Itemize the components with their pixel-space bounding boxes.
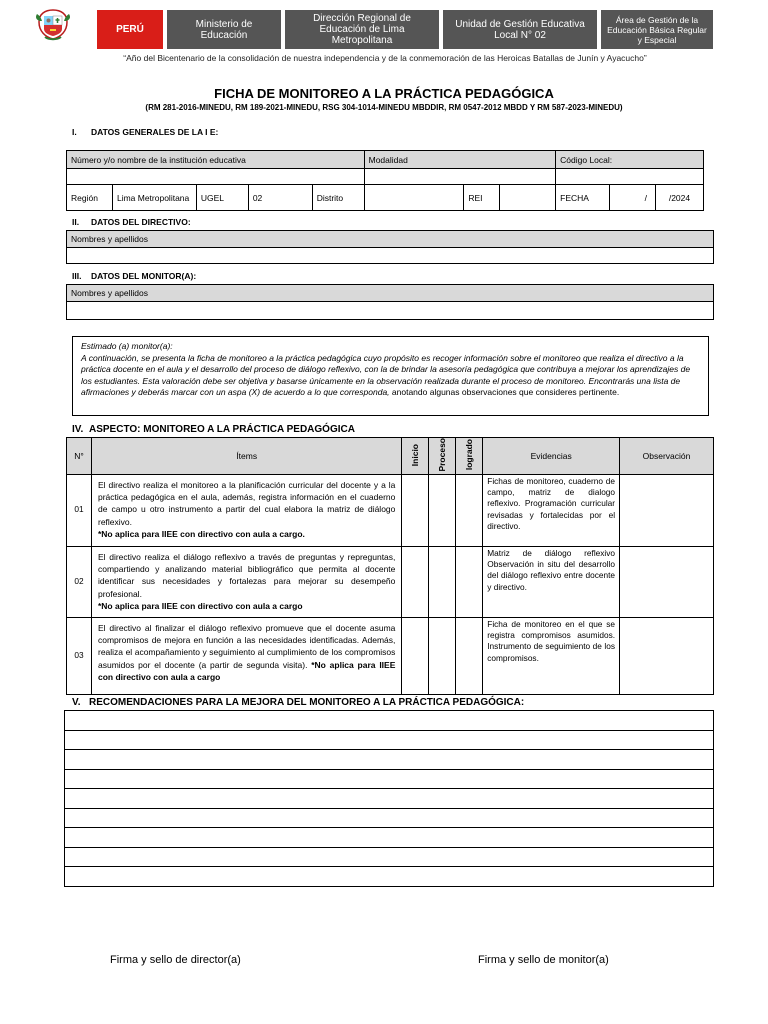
- monitor-names-field[interactable]: [67, 302, 714, 320]
- ugel-value: 02: [248, 185, 312, 211]
- col-num-header: N°: [67, 438, 92, 475]
- row-number: 02: [67, 546, 92, 617]
- peru-badge: PERÚ: [97, 10, 163, 49]
- date-year-field[interactable]: /2024: [655, 185, 703, 211]
- recommendation-line[interactable]: [65, 808, 714, 828]
- observation-cell[interactable]: [620, 617, 714, 694]
- document-title: FICHA DE MONITOREO A LA PRÁCTICA PEDAGÓGICA: [214, 86, 554, 101]
- institution-label: Número y/o nombre de la institución educativa: [67, 151, 365, 169]
- col-inicio-header: Inicio: [402, 438, 429, 475]
- proceso-check-cell[interactable]: [429, 474, 456, 546]
- ugel-label: UGEL: [196, 185, 248, 211]
- rubric-row: [67, 474, 714, 546]
- row-item: El directivo al finalizar el diálogo reflexivo promueve que el docente asuma compromisos de mejora en función a las necesidades identificadas. Además, realiza el acompañamiento y seguimiento al cumplimiento de los compromisos asumidos por el docente (a partir de segunda visita). *No aplica para IIEE con directivo con aula a cargo: [91, 617, 401, 694]
- section-4-title: IV. ASPECTO: MONITOREO A LA PRÁCTICA PEDAGÓGICA: [72, 424, 355, 435]
- recommendation-line[interactable]: [65, 828, 714, 848]
- date-label: FECHA: [556, 185, 610, 211]
- regional-directorate-badge: Dirección Regional de Educación de Lima Metropolitana: [283, 10, 439, 49]
- monitor-table: [66, 284, 714, 320]
- monitor-names-label: Nombres y apellidos: [67, 285, 714, 302]
- ugel-badge: Unidad de Gestión Educativa Local N° 02: [441, 10, 597, 49]
- row-item: El directivo realiza el diálogo reflexivo a través de preguntas y repreguntas, compartiendo y analizando material bibliográfico que permita al docente identificar sus necesidades y fortalezas para mejorar su desempeño profesional. *No aplica para IIEE con directivo con aula a cargo: [91, 546, 401, 617]
- modality-label: Modalidad: [364, 151, 556, 169]
- inicio-check-cell[interactable]: [402, 546, 429, 617]
- ministry-badge: Ministerio de Educación: [165, 10, 281, 49]
- col-proceso-header: Proceso: [429, 438, 456, 475]
- inicio-check-cell[interactable]: [402, 474, 429, 546]
- col-items-header: Ítems: [91, 438, 401, 475]
- monitor-instructions: [72, 336, 709, 416]
- recommendations-table: [64, 710, 714, 887]
- inicio-check-cell[interactable]: [402, 617, 429, 694]
- institution-field[interactable]: [67, 169, 365, 185]
- proceso-check-cell[interactable]: [429, 617, 456, 694]
- peru-coat-of-arms-icon: [33, 7, 73, 41]
- monitor-signature-label: Firma y sello de monitor(a): [478, 954, 609, 966]
- region-label: Región: [67, 185, 113, 211]
- director-names-label: Nombres y apellidos: [67, 231, 714, 248]
- district-field[interactable]: [364, 185, 464, 211]
- instructions-body: A continuación, se presenta la ficha de monitoreo a la práctica pedagógica cuyo propósito es recoger información sobre el monitoreo que realiza el directivo a la práctica docente en el aula y el desarrollo del proceso de diálogo reflexivo, con la de brindar la asesoría pedagógica que contribuya a mejorar los aprendizajes de los estudiantes. Esta valoración debe ser objetiva y basarse únicamente en la observación realizada durante el proceso de monitoreo. Encontrarás una lista de afirmaciones y deberás marcar con un aspa (X) de acuerdo a lo que corresponda,: [81, 352, 691, 397]
- observation-cell[interactable]: [620, 474, 714, 546]
- local-code-label: Código Local:: [556, 151, 704, 169]
- logrado-check-cell[interactable]: [456, 546, 483, 617]
- instructions-body-end: anotando algunas observaciones que consideres pertinente.: [389, 387, 620, 397]
- section-1-title: I. DATOS GENERALES DE LA I E:: [72, 127, 219, 137]
- recommendation-line[interactable]: [65, 867, 714, 887]
- instructions-greeting: Estimado (a) monitor(a):: [81, 341, 173, 351]
- observation-cell[interactable]: [620, 546, 714, 617]
- logrado-check-cell[interactable]: [456, 617, 483, 694]
- recommendation-line[interactable]: [65, 789, 714, 809]
- recommendation-line[interactable]: [65, 847, 714, 867]
- row-item: El directivo realiza el monitoreo a la planificación curricular del docente y a la práctica pedagógica en el aula, además, registra información en el cuaderno de campo u otro instrumento a partir del cual elabora la matriz de diálogo reflexivo. *No aplica para IIEE con directivo con aula a cargo.: [91, 474, 401, 546]
- monitoring-rubric-table: [66, 437, 714, 695]
- director-names-field[interactable]: [67, 248, 714, 264]
- rubric-row: [67, 546, 714, 617]
- row-number: 01: [67, 474, 92, 546]
- rei-field[interactable]: [500, 185, 556, 211]
- region-value: Lima Metropolitana: [112, 185, 196, 211]
- section-2-title: II. DATOS DEL DIRECTIVO:: [72, 217, 191, 227]
- row-evidence: Matriz de diálogo reflexivo Observación in situ del desarrollo del diálogo reflexivo entre docente y directivo.: [483, 546, 620, 617]
- document-subtitle: (RM 281-2016-MINEDU, RM 189-2021-MINEDU, RSG 304-1014-MINEDU MBDDIR, RM 0547-2012 MBDD Y RM 587-2023-MINEDU): [145, 103, 623, 112]
- director-table: [66, 230, 714, 264]
- row-number: 03: [67, 617, 92, 694]
- district-label: Distrito: [312, 185, 364, 211]
- col-evidence-header: Evidencias: [483, 438, 620, 475]
- col-observation-header: Observación: [620, 438, 714, 475]
- proceso-check-cell[interactable]: [429, 546, 456, 617]
- recommendation-line[interactable]: [65, 730, 714, 750]
- director-signature-label: Firma y sello de director(a): [110, 954, 241, 966]
- local-code-field[interactable]: [556, 169, 704, 185]
- row-evidence: Fichas de monitoreo, cuaderno de campo, matriz de dialogo reflexivo. Programación curricular revisadas y fortalecidas por el directivo.: [483, 474, 620, 546]
- col-logrado-header: logrado: [456, 438, 483, 475]
- general-data-table: [66, 150, 704, 211]
- row-evidence: Ficha de monitoreo en el que se registra compromisos asumidos. Instrumento de seguimiento de los compromisos.: [483, 617, 620, 694]
- modality-field[interactable]: [364, 169, 556, 185]
- area-badge: Área de Gestión de la Educación Básica Regular y Especial: [599, 10, 713, 49]
- logrado-check-cell[interactable]: [456, 474, 483, 546]
- rubric-row: [67, 617, 714, 694]
- year-motto: “Año del Bicentenario de la consolidación de nuestra independencia y de la conmemoración de las Heroicas Batallas de Junín y Ayacucho”: [123, 53, 647, 63]
- recommendation-line[interactable]: [65, 750, 714, 770]
- section-5-title: V. RECOMENDACIONES PARA LA MEJORA DEL MONITOREO A LA PRÁCTICA PEDAGÓGICA:: [72, 697, 525, 708]
- recommendation-line[interactable]: [65, 711, 714, 731]
- date-day-month-field[interactable]: /: [610, 185, 656, 211]
- section-3-title: III. DATOS DEL MONITOR(A):: [72, 271, 197, 281]
- rei-label: REI: [464, 185, 500, 211]
- recommendation-line[interactable]: [65, 769, 714, 789]
